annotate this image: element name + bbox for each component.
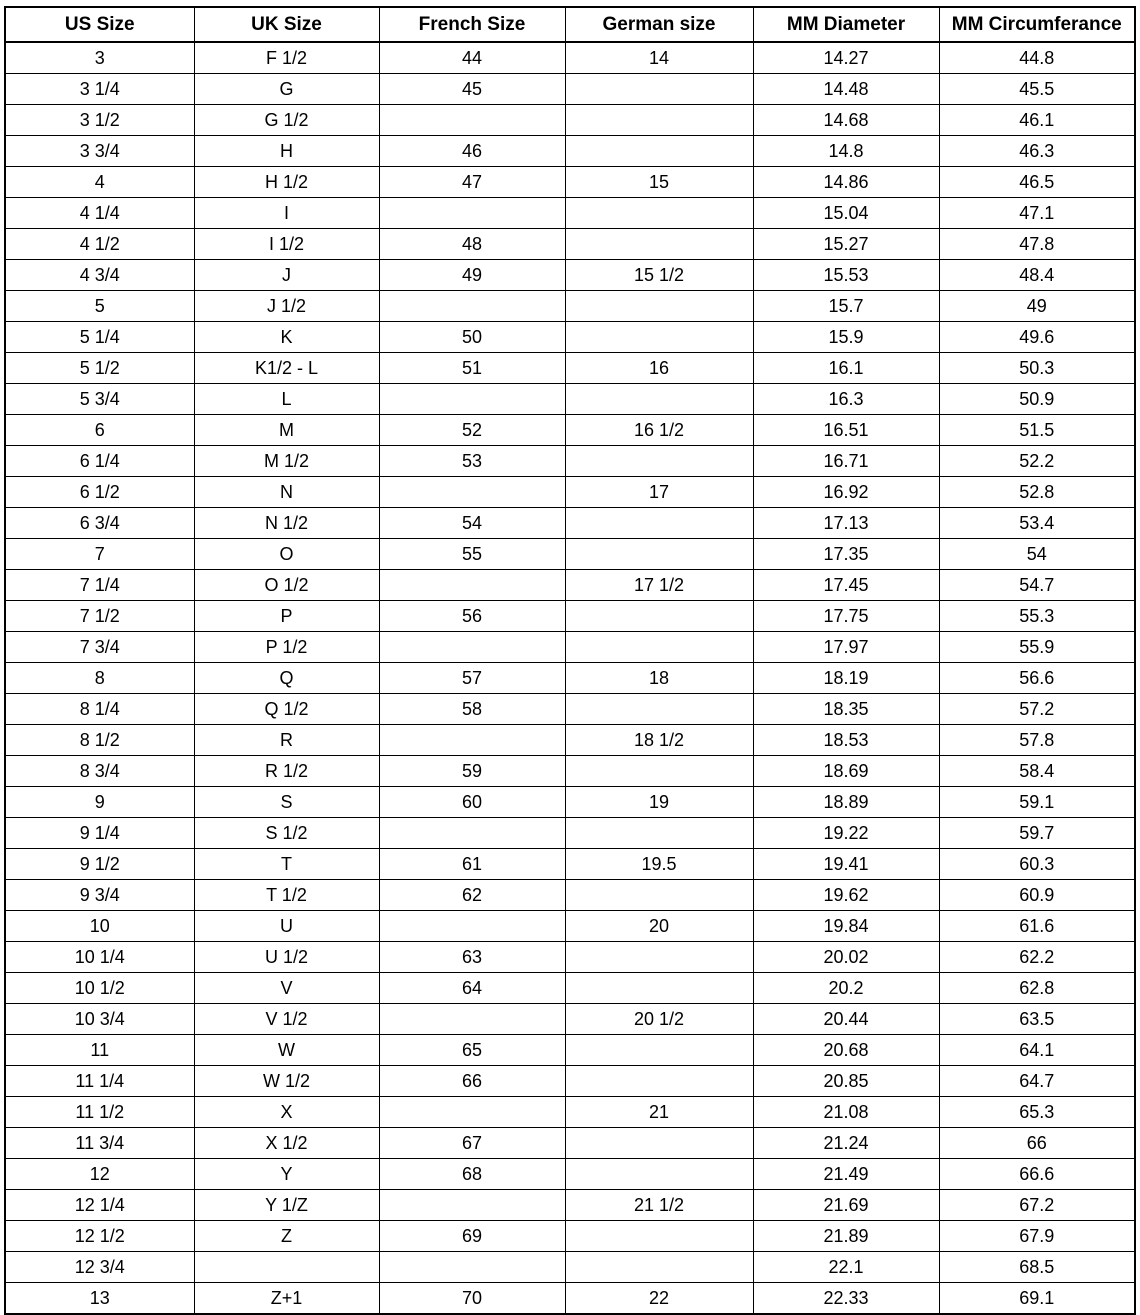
mm-circumference-cell: 51.5: [939, 415, 1135, 446]
uk-size-cell: I: [194, 198, 379, 229]
mm-diameter-cell: 15.27: [753, 229, 939, 260]
french-size-cell: 60: [379, 787, 565, 818]
table-row: [5, 42, 1135, 74]
mm-diameter-cell: 19.62: [753, 880, 939, 911]
german-size-cell: [565, 105, 753, 136]
mm-circumference-cell: 49: [939, 291, 1135, 322]
us-size-cell: 5: [5, 291, 194, 322]
mm-diameter-cell: 19.84: [753, 911, 939, 942]
french-size-cell: 51: [379, 353, 565, 384]
uk-size-cell: K1/2 - L: [194, 353, 379, 384]
mm-circumference-cell: 55.9: [939, 632, 1135, 663]
mm-circumference-cell: 48.4: [939, 260, 1135, 291]
german-size-cell: [565, 632, 753, 663]
us-size-cell: 9: [5, 787, 194, 818]
table-row: [5, 1097, 1135, 1128]
mm-diameter-cell: 18.69: [753, 756, 939, 787]
mm-circumference-cell: 65.3: [939, 1097, 1135, 1128]
us-size-cell: 5 1/4: [5, 322, 194, 353]
mm-diameter-cell: 15.53: [753, 260, 939, 291]
french-size-cell: 48: [379, 229, 565, 260]
mm-circumference-cell: 46.1: [939, 105, 1135, 136]
uk-size-cell: [194, 1252, 379, 1283]
us-size-cell: 3 1/4: [5, 74, 194, 105]
mm-diameter-cell: 16.92: [753, 477, 939, 508]
uk-size-cell: H 1/2: [194, 167, 379, 198]
us-size-cell: 6 1/4: [5, 446, 194, 477]
french-size-cell: [379, 1004, 565, 1035]
mm-diameter-cell: 18.53: [753, 725, 939, 756]
us-size-cell: 6: [5, 415, 194, 446]
uk-size-cell: T: [194, 849, 379, 880]
german-size-cell: [565, 1128, 753, 1159]
mm-diameter-cell: 17.97: [753, 632, 939, 663]
french-size-cell: 68: [379, 1159, 565, 1190]
us-size-cell: 3 3/4: [5, 136, 194, 167]
us-size-cell: 10 1/4: [5, 942, 194, 973]
mm-circumference-cell: 66.6: [939, 1159, 1135, 1190]
french-size-cell: [379, 570, 565, 601]
mm-circumference-cell: 59.7: [939, 818, 1135, 849]
mm-diameter-cell: 14.8: [753, 136, 939, 167]
german-size-cell: [565, 539, 753, 570]
mm-diameter-cell: 22.33: [753, 1283, 939, 1315]
uk-size-cell: V 1/2: [194, 1004, 379, 1035]
table-row: [5, 384, 1135, 415]
table-row: [5, 167, 1135, 198]
german-size-cell: [565, 508, 753, 539]
german-size-cell: 15 1/2: [565, 260, 753, 291]
header-uk-size: UK Size: [194, 7, 379, 42]
us-size-cell: 4: [5, 167, 194, 198]
french-size-cell: 62: [379, 880, 565, 911]
mm-diameter-cell: 18.35: [753, 694, 939, 725]
french-size-cell: [379, 384, 565, 415]
uk-size-cell: K: [194, 322, 379, 353]
german-size-cell: 18 1/2: [565, 725, 753, 756]
french-size-cell: 63: [379, 942, 565, 973]
german-size-cell: [565, 322, 753, 353]
uk-size-cell: W 1/2: [194, 1066, 379, 1097]
uk-size-cell: Z+1: [194, 1283, 379, 1315]
table-row: [5, 1066, 1135, 1097]
table-body: [5, 42, 1135, 1314]
french-size-cell: 69: [379, 1221, 565, 1252]
us-size-cell: 9 1/4: [5, 818, 194, 849]
german-size-cell: [565, 198, 753, 229]
french-size-cell: 45: [379, 74, 565, 105]
mm-circumference-cell: 45.5: [939, 74, 1135, 105]
french-size-cell: 44: [379, 42, 565, 74]
table-row: [5, 446, 1135, 477]
german-size-cell: [565, 601, 753, 632]
german-size-cell: 16 1/2: [565, 415, 753, 446]
german-size-cell: [565, 384, 753, 415]
mm-circumference-cell: 58.4: [939, 756, 1135, 787]
us-size-cell: 3 1/2: [5, 105, 194, 136]
mm-circumference-cell: 46.5: [939, 167, 1135, 198]
uk-size-cell: Y: [194, 1159, 379, 1190]
mm-circumference-cell: 52.2: [939, 446, 1135, 477]
french-size-cell: 46: [379, 136, 565, 167]
us-size-cell: 4 1/2: [5, 229, 194, 260]
table-row: [5, 353, 1135, 384]
mm-diameter-cell: 20.2: [753, 973, 939, 1004]
table-row: [5, 632, 1135, 663]
uk-size-cell: J 1/2: [194, 291, 379, 322]
mm-circumference-cell: 53.4: [939, 508, 1135, 539]
uk-size-cell: Y 1/Z: [194, 1190, 379, 1221]
german-size-cell: [565, 1159, 753, 1190]
german-size-cell: 21: [565, 1097, 753, 1128]
french-size-cell: 58: [379, 694, 565, 725]
us-size-cell: 6 1/2: [5, 477, 194, 508]
table-row: [5, 1128, 1135, 1159]
us-size-cell: 10 1/2: [5, 973, 194, 1004]
us-size-cell: 10 3/4: [5, 1004, 194, 1035]
mm-circumference-cell: 57.2: [939, 694, 1135, 725]
mm-diameter-cell: 18.89: [753, 787, 939, 818]
uk-size-cell: N: [194, 477, 379, 508]
french-size-cell: [379, 291, 565, 322]
mm-circumference-cell: 60.3: [939, 849, 1135, 880]
us-size-cell: 11 3/4: [5, 1128, 194, 1159]
table-row: [5, 260, 1135, 291]
mm-diameter-cell: 21.49: [753, 1159, 939, 1190]
uk-size-cell: F 1/2: [194, 42, 379, 74]
mm-circumference-cell: 54.7: [939, 570, 1135, 601]
german-size-cell: [565, 942, 753, 973]
uk-size-cell: I 1/2: [194, 229, 379, 260]
french-size-cell: 53: [379, 446, 565, 477]
us-size-cell: 11 1/4: [5, 1066, 194, 1097]
us-size-cell: 12 1/4: [5, 1190, 194, 1221]
us-size-cell: 8 3/4: [5, 756, 194, 787]
mm-circumference-cell: 55.3: [939, 601, 1135, 632]
uk-size-cell: V: [194, 973, 379, 1004]
uk-size-cell: S 1/2: [194, 818, 379, 849]
german-size-cell: 14: [565, 42, 753, 74]
mm-circumference-cell: 62.2: [939, 942, 1135, 973]
uk-size-cell: Q 1/2: [194, 694, 379, 725]
table-row: [5, 198, 1135, 229]
mm-circumference-cell: 60.9: [939, 880, 1135, 911]
us-size-cell: 12: [5, 1159, 194, 1190]
french-size-cell: 67: [379, 1128, 565, 1159]
us-size-cell: 12 1/2: [5, 1221, 194, 1252]
table-row: [5, 291, 1135, 322]
mm-circumference-cell: 49.6: [939, 322, 1135, 353]
german-size-cell: [565, 1066, 753, 1097]
us-size-cell: 13: [5, 1283, 194, 1315]
uk-size-cell: X 1/2: [194, 1128, 379, 1159]
mm-diameter-cell: 16.1: [753, 353, 939, 384]
us-size-cell: 5 1/2: [5, 353, 194, 384]
mm-circumference-cell: 69.1: [939, 1283, 1135, 1315]
table-row: [5, 508, 1135, 539]
mm-diameter-cell: 17.45: [753, 570, 939, 601]
french-size-cell: [379, 632, 565, 663]
mm-diameter-cell: 16.71: [753, 446, 939, 477]
french-size-cell: 66: [379, 1066, 565, 1097]
mm-diameter-cell: 18.19: [753, 663, 939, 694]
french-size-cell: 49: [379, 260, 565, 291]
us-size-cell: 7: [5, 539, 194, 570]
uk-size-cell: M: [194, 415, 379, 446]
us-size-cell: 5 3/4: [5, 384, 194, 415]
german-size-cell: [565, 973, 753, 1004]
french-size-cell: 52: [379, 415, 565, 446]
mm-diameter-cell: 14.48: [753, 74, 939, 105]
us-size-cell: 6 3/4: [5, 508, 194, 539]
german-size-cell: 16: [565, 353, 753, 384]
us-size-cell: 8 1/2: [5, 725, 194, 756]
french-size-cell: [379, 818, 565, 849]
us-size-cell: 11 1/2: [5, 1097, 194, 1128]
mm-circumference-cell: 47.1: [939, 198, 1135, 229]
mm-circumference-cell: 67.2: [939, 1190, 1135, 1221]
mm-diameter-cell: 21.08: [753, 1097, 939, 1128]
mm-diameter-cell: 17.13: [753, 508, 939, 539]
us-size-cell: 8 1/4: [5, 694, 194, 725]
mm-diameter-cell: 15.7: [753, 291, 939, 322]
french-size-cell: [379, 1252, 565, 1283]
table-row: [5, 911, 1135, 942]
mm-circumference-cell: 57.8: [939, 725, 1135, 756]
german-size-cell: 20: [565, 911, 753, 942]
us-size-cell: 3: [5, 42, 194, 74]
mm-circumference-cell: 54: [939, 539, 1135, 570]
french-size-cell: [379, 1097, 565, 1128]
german-size-cell: [565, 136, 753, 167]
mm-circumference-cell: 52.8: [939, 477, 1135, 508]
mm-circumference-cell: 67.9: [939, 1221, 1135, 1252]
header-french-size: French Size: [379, 7, 565, 42]
french-size-cell: [379, 198, 565, 229]
uk-size-cell: M 1/2: [194, 446, 379, 477]
mm-circumference-cell: 66: [939, 1128, 1135, 1159]
mm-circumference-cell: 63.5: [939, 1004, 1135, 1035]
mm-circumference-cell: 56.6: [939, 663, 1135, 694]
header-german-size: German size: [565, 7, 753, 42]
french-size-cell: [379, 477, 565, 508]
us-size-cell: 9 3/4: [5, 880, 194, 911]
us-size-cell: 7 1/2: [5, 601, 194, 632]
table-row: [5, 694, 1135, 725]
mm-diameter-cell: 21.69: [753, 1190, 939, 1221]
french-size-cell: 54: [379, 508, 565, 539]
german-size-cell: [565, 1221, 753, 1252]
uk-size-cell: G: [194, 74, 379, 105]
us-size-cell: 7 1/4: [5, 570, 194, 601]
mm-diameter-cell: 17.35: [753, 539, 939, 570]
table-row: [5, 725, 1135, 756]
mm-diameter-cell: 17.75: [753, 601, 939, 632]
header-us-size: US Size: [5, 7, 194, 42]
mm-circumference-cell: 50.9: [939, 384, 1135, 415]
us-size-cell: 10: [5, 911, 194, 942]
table-row: [5, 1283, 1135, 1315]
uk-size-cell: L: [194, 384, 379, 415]
table-row: [5, 1159, 1135, 1190]
us-size-cell: 9 1/2: [5, 849, 194, 880]
us-size-cell: 12 3/4: [5, 1252, 194, 1283]
uk-size-cell: P: [194, 601, 379, 632]
ring-size-table: [4, 6, 1136, 1315]
uk-size-cell: T 1/2: [194, 880, 379, 911]
german-size-cell: 19.5: [565, 849, 753, 880]
header-mm-circumference: MM Circumferance: [939, 7, 1135, 42]
uk-size-cell: H: [194, 136, 379, 167]
uk-size-cell: J: [194, 260, 379, 291]
mm-circumference-cell: 50.3: [939, 353, 1135, 384]
us-size-cell: 11: [5, 1035, 194, 1066]
table-row: [5, 570, 1135, 601]
us-size-cell: 7 3/4: [5, 632, 194, 663]
french-size-cell: 47: [379, 167, 565, 198]
uk-size-cell: U: [194, 911, 379, 942]
mm-diameter-cell: 22.1: [753, 1252, 939, 1283]
german-size-cell: [565, 229, 753, 260]
table-row: [5, 787, 1135, 818]
us-size-cell: 8: [5, 663, 194, 694]
header-row: [5, 7, 1135, 42]
mm-diameter-cell: 14.68: [753, 105, 939, 136]
german-size-cell: 17 1/2: [565, 570, 753, 601]
french-size-cell: 55: [379, 539, 565, 570]
french-size-cell: 65: [379, 1035, 565, 1066]
french-size-cell: 61: [379, 849, 565, 880]
table-row: [5, 942, 1135, 973]
uk-size-cell: R 1/2: [194, 756, 379, 787]
mm-diameter-cell: 19.41: [753, 849, 939, 880]
mm-diameter-cell: 21.89: [753, 1221, 939, 1252]
mm-circumference-cell: 64.1: [939, 1035, 1135, 1066]
table-row: [5, 601, 1135, 632]
uk-size-cell: O: [194, 539, 379, 570]
french-size-cell: [379, 911, 565, 942]
table-row: [5, 1221, 1135, 1252]
table-row: [5, 849, 1135, 880]
german-size-cell: 19: [565, 787, 753, 818]
table-row: [5, 415, 1135, 446]
german-size-cell: [565, 446, 753, 477]
mm-diameter-cell: 20.44: [753, 1004, 939, 1035]
mm-circumference-cell: 68.5: [939, 1252, 1135, 1283]
mm-diameter-cell: 20.02: [753, 942, 939, 973]
mm-diameter-cell: 15.9: [753, 322, 939, 353]
header-mm-diameter: MM Diameter: [753, 7, 939, 42]
uk-size-cell: R: [194, 725, 379, 756]
mm-diameter-cell: 14.27: [753, 42, 939, 74]
table-row: [5, 74, 1135, 105]
uk-size-cell: P 1/2: [194, 632, 379, 663]
french-size-cell: [379, 725, 565, 756]
french-size-cell: 64: [379, 973, 565, 1004]
german-size-cell: [565, 1035, 753, 1066]
uk-size-cell: W: [194, 1035, 379, 1066]
table-row: [5, 229, 1135, 260]
table-row: [5, 1004, 1135, 1035]
german-size-cell: [565, 818, 753, 849]
german-size-cell: [565, 1252, 753, 1283]
mm-diameter-cell: 15.04: [753, 198, 939, 229]
german-size-cell: 18: [565, 663, 753, 694]
german-size-cell: 20 1/2: [565, 1004, 753, 1035]
mm-circumference-cell: 47.8: [939, 229, 1135, 260]
uk-size-cell: Q: [194, 663, 379, 694]
uk-size-cell: U 1/2: [194, 942, 379, 973]
french-size-cell: 57: [379, 663, 565, 694]
table-row: [5, 1190, 1135, 1221]
uk-size-cell: S: [194, 787, 379, 818]
mm-circumference-cell: 44.8: [939, 42, 1135, 74]
table-row: [5, 663, 1135, 694]
uk-size-cell: Z: [194, 1221, 379, 1252]
table-row: [5, 1035, 1135, 1066]
mm-circumference-cell: 59.1: [939, 787, 1135, 818]
mm-diameter-cell: 16.3: [753, 384, 939, 415]
mm-diameter-cell: 20.85: [753, 1066, 939, 1097]
table-row: [5, 756, 1135, 787]
french-size-cell: 50: [379, 322, 565, 353]
mm-diameter-cell: 14.86: [753, 167, 939, 198]
table-row: [5, 539, 1135, 570]
german-size-cell: [565, 74, 753, 105]
french-size-cell: 56: [379, 601, 565, 632]
table-row: [5, 105, 1135, 136]
french-size-cell: [379, 1190, 565, 1221]
mm-diameter-cell: 16.51: [753, 415, 939, 446]
german-size-cell: [565, 694, 753, 725]
uk-size-cell: G 1/2: [194, 105, 379, 136]
mm-circumference-cell: 64.7: [939, 1066, 1135, 1097]
german-size-cell: [565, 291, 753, 322]
mm-circumference-cell: 46.3: [939, 136, 1135, 167]
table-row: [5, 136, 1135, 167]
german-size-cell: [565, 756, 753, 787]
table-row: [5, 477, 1135, 508]
german-size-cell: 21 1/2: [565, 1190, 753, 1221]
french-size-cell: [379, 105, 565, 136]
french-size-cell: 59: [379, 756, 565, 787]
german-size-cell: 15: [565, 167, 753, 198]
french-size-cell: 70: [379, 1283, 565, 1315]
german-size-cell: 22: [565, 1283, 753, 1315]
us-size-cell: 4 3/4: [5, 260, 194, 291]
us-size-cell: 4 1/4: [5, 198, 194, 229]
mm-diameter-cell: 20.68: [753, 1035, 939, 1066]
german-size-cell: 17: [565, 477, 753, 508]
table-row: [5, 973, 1135, 1004]
mm-diameter-cell: 19.22: [753, 818, 939, 849]
german-size-cell: [565, 880, 753, 911]
uk-size-cell: O 1/2: [194, 570, 379, 601]
mm-diameter-cell: 21.24: [753, 1128, 939, 1159]
table-row: [5, 880, 1135, 911]
mm-circumference-cell: 61.6: [939, 911, 1135, 942]
mm-circumference-cell: 62.8: [939, 973, 1135, 1004]
table-row: [5, 1252, 1135, 1283]
table-row: [5, 818, 1135, 849]
uk-size-cell: X: [194, 1097, 379, 1128]
table-row: [5, 322, 1135, 353]
uk-size-cell: N 1/2: [194, 508, 379, 539]
